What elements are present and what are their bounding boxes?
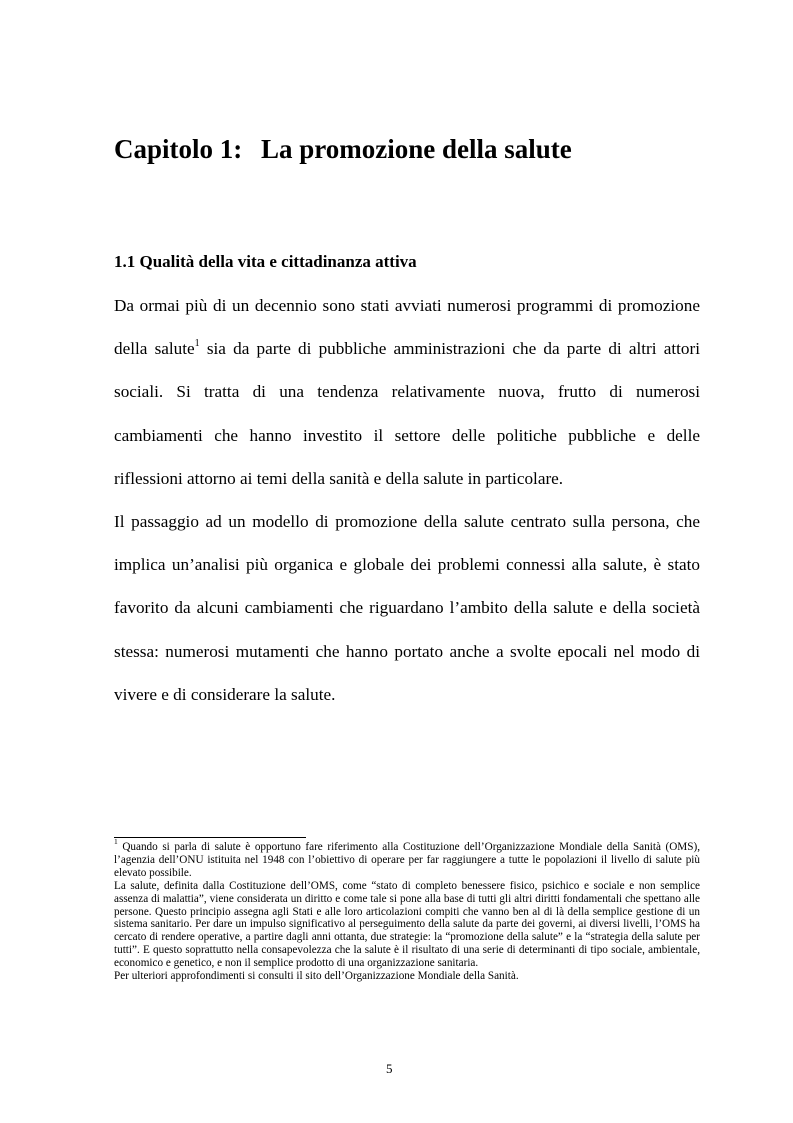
section-title: 1.1 Qualità della vita e cittadinanza attiva	[114, 252, 417, 271]
chapter-title-text: La promozione della salute	[261, 134, 572, 164]
footnote-paragraph-1	[114, 837, 700, 880]
footnote-paragraph-2: La salute, definita dalla Costituzione dell’OMS, come “stato di completo benessere fisico, psichico e sociale e non semplice assenza di malattia”, viene considerata un diritto e come tale si pone alla base di tutti gli altri diritti fondamentali che spettano alle persone. Questo principio assegna agli Stati e alle loro articolazioni compiti che vanno ben al di là della semplice gestione di un sistema sanitario. Per dare un impulso significativo al perseguimento della salute da parte dei governi, ai diversi livelli, l’OMS ha cercato di rendere operative, a partire dagli anni ottanta, due strategie: la “promozione della salute” e la “strategia della salute per tutti”. E questo soprattutto nella consapevolezza che la salute è il risultato di una serie di determinanti di tipo sociale, ambientale, economico e genetico, e non il semplice prodotto di una organizzazione sanitaria.	[114, 879, 700, 970]
body-paragraph-2: Il passaggio ad un modello di promozione della salute centrato sulla persona, che implica un’analisi più organica e globale dei problemi connessi alla salute, è stato favorito da alcuni cambiamenti che riguardano l’ambito della salute e della società stessa: numerosi mutamenti che hanno portato anche a svolte epocali nel modo di vivere e di considerare la salute.	[114, 512, 700, 704]
chapter-number: Capitolo 1:	[114, 134, 243, 164]
footnote-reference: 1	[194, 338, 200, 350]
chapter-title	[114, 131, 714, 167]
body-paragraph-1-end: sia da parte di pubbliche amministrazioni che da parte di altri attori sociali. Si tratta di una tendenza relativamente nuova, frutto di numerosi cambiamenti che hanno investito il settore delle politiche pubbliche e delle riflessioni attorno ai temi della sanità e della salute in particolare.	[114, 339, 700, 488]
body-paragraph-1-start: Da ormai più di un decennio sono stati avviati numerosi programmi di promozione della salute	[114, 296, 700, 359]
footnote-paragraph-1-text: Quando si parla di salute è opportuno fare riferimento alla Costituzione dell’Organizzazione Mondiale della Sanità (OMS), l’agenzia dell’ONU istituita nel 1948 con l’obiettivo di operare per far raggiungere a tutte le popolazioni il livello di salute più elevato possibile.	[114, 841, 700, 879]
page-number: 5	[386, 1061, 393, 1076]
body-text	[114, 284, 700, 716]
body-paragraph-1	[114, 284, 700, 500]
footnote	[114, 837, 700, 983]
footnote-paragraph-3: Per ulteriori approfondimenti si consulti il sito dell’Organizzazione Mondiale della Sanità.	[114, 970, 519, 983]
footnote-mark: 1	[114, 837, 118, 847]
footnote-separator	[114, 837, 306, 838]
